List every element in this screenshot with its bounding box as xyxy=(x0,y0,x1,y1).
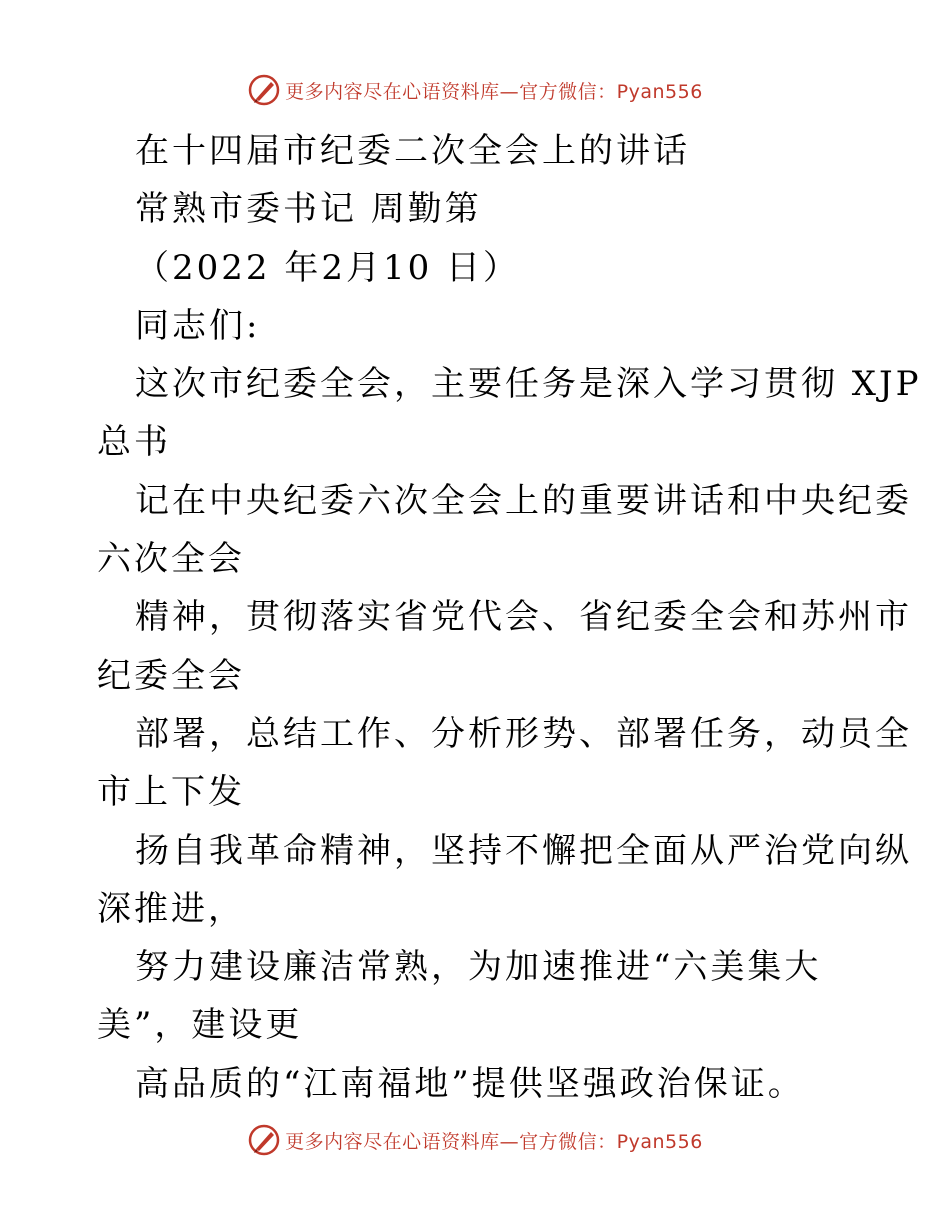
watermark-footer xyxy=(0,1122,950,1158)
speaker-line: 常熟市委书记 周勤第 xyxy=(135,189,482,230)
paragraph-line: 高品质的“江南福地”提供坚强政治保证。 xyxy=(135,1063,805,1104)
paragraph-line-wrap: 六次全会 xyxy=(97,539,245,580)
watermark-header xyxy=(0,72,950,108)
paragraph-line: 记在中央纪委六次全会上的重要讲话和中央纪委 xyxy=(135,480,912,521)
date-line: （2022 年2月10 日） xyxy=(135,247,521,288)
paragraph-line: 精神，贯彻落实省党代会、省纪委全会和苏州市 xyxy=(135,597,912,638)
paragraph-line: 努力建设廉洁常熟，为加速推进“六美集大 xyxy=(135,947,822,988)
paragraph-line-wrap: 美”，建设更 xyxy=(97,1005,303,1046)
speech-title: 在十四届市纪委二次全会上的讲话 xyxy=(135,131,690,171)
paragraph-line: 这次市纪委全会，主要任务是深入学习贯彻 XJP xyxy=(135,364,922,405)
paragraph-line-wrap: 纪委全会 xyxy=(97,655,245,696)
quill-pen-logo-icon xyxy=(247,73,281,107)
salutation: 同志们: xyxy=(135,305,261,346)
quill-pen-logo-icon xyxy=(247,1123,281,1157)
paragraph-line: 部署，总结工作、分析形势、部署任务，动员全 xyxy=(135,713,912,754)
watermark-text: 更多内容尽在心语资料库—官方微信：Pyan556 xyxy=(285,80,703,103)
paragraph-line-wrap: 市上下发 xyxy=(97,772,245,813)
watermark-text: 更多内容尽在心语资料库—官方微信：Pyan556 xyxy=(285,1130,703,1153)
paragraph-line: 扬自我革命精神，坚持不懈把全面从严治党向纵 xyxy=(135,830,912,871)
paragraph-line-wrap: 总书 xyxy=(97,422,171,463)
document-body xyxy=(97,122,922,1113)
paragraph-line-wrap: 深推进， xyxy=(97,888,245,929)
